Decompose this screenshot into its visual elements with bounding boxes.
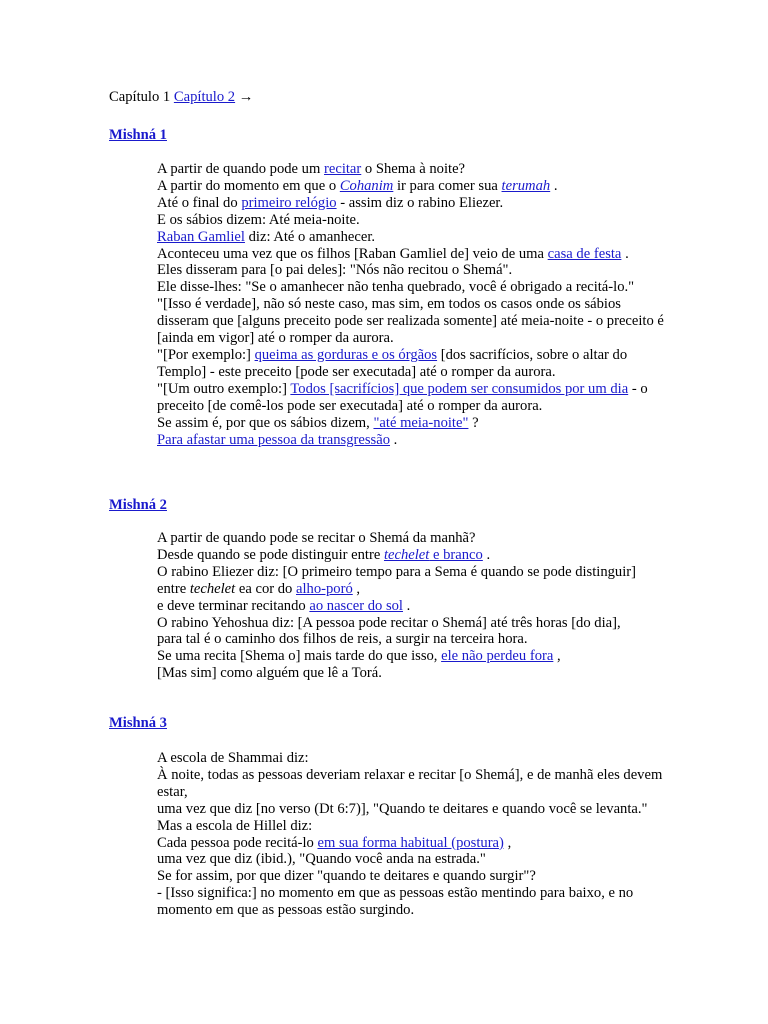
text-line [157,598,667,615]
text-segment: ir para comer sua [396,177,498,194]
current-chapter-label: Capítulo 1 [109,89,171,105]
terumah-link[interactable] [502,178,551,194]
arrow-right-icon: → [238,89,254,105]
text-segment: Aconteceu uma vez que os filhos [Raban Gamliel de] veio de uma [157,245,545,262]
text-segment: o Shema à noite? [364,161,466,177]
mishna-1-text [157,161,667,448]
raban-gamliel-link[interactable]: Raban Gamliel [157,228,245,245]
text-line: A partir de quando pode se recitar o Shemá da manhã? [157,530,476,546]
text-line: À noite, todas as pessoas deveriam relaxar e recitar [o Shemá], e de manhã eles devem estar, [157,766,663,800]
recitar-link[interactable]: recitar [324,161,362,177]
text-segment: diz: Até o amanhecer. [248,228,376,245]
ate-meia-noite-link[interactable]: "até meia-noite" [373,414,469,431]
text-line: "[Isso é verdade], não só neste caso, mas sim, em todos os casos onde os sábios disseram que [alguns preceito pode ser realizada somente] até meia-noite - o preceito é [ainda em vigor] até o romper da aurora. [157,296,664,347]
text-segment: . [486,546,491,563]
forma-habitual-link[interactable]: em sua forma habitual (postura) [317,834,504,851]
text-segment: A partir do momento em que o [157,177,337,194]
text-line: - [Isso significa:] no momento em que as pessoas estão mentindo para baixo, e no momento em que as pessoas estão surgindo. [157,885,634,919]
text-line: para tal é o caminho dos filhos de reis, a surgir na terceira hora. [157,631,528,648]
text-line [157,432,667,449]
text-segment: Cada pessoa pode recitá-lo [157,834,314,851]
ele-nao-perdeu-fora-link[interactable]: ele não perdeu fora [441,648,554,665]
text-line: uma vez que diz [no verso (Dt 6:7)], "Quando te deitares e quando você se levanta." [157,800,648,817]
text-segment: , [356,580,361,597]
text-segment: A partir de quando pode um [157,161,321,177]
text-line: Se for assim, por que dizer "quando te deitares e quando surgir"? [157,868,536,885]
text-line: Eles disseram para [o pai deles]: "Nós não recitou o Shemá". [157,262,513,279]
mishna-3-heading[interactable]: Mishná 3 [109,715,167,731]
text-segment: , [507,834,512,851]
link-text[interactable]: terumah [501,177,551,194]
cohanim-link[interactable] [340,178,394,194]
mishna-1-heading[interactable]: Mishná 1 [109,127,167,143]
text-segment: techelet [189,580,236,597]
alho-poro-link[interactable]: alho-poró [296,580,353,597]
text-segment: - o preceito [de comê-los pode ser executada] até o romper da aurora. [157,380,648,414]
text-segment: "[Um outro exemplo:] [157,380,287,397]
text-line [157,381,667,415]
text-segment: Se uma recita [Shema o] mais tarde do que isso, [157,648,438,665]
text-segment: Desde quando se pode distinguir entre [157,546,381,563]
text-line [157,229,667,246]
queima-gorduras-link[interactable]: queima as gorduras e os órgãos [254,346,438,363]
text-segment: Até o final do [157,194,238,211]
text-line: Ele disse-lhes: "Se o amanhecer não tenha quebrado, você é obrigado a recitá-lo." [157,279,635,296]
link-text[interactable]: e branco [433,546,483,563]
text-segment: . [553,177,558,194]
text-line [157,347,667,381]
text-segment: O rabino Eliezer diz: [O primeiro tempo para a Sema é quando se pode distinguir] entre [157,563,637,597]
text-segment: Se assim é, por que os sábios dizem, [157,414,370,431]
text-segment: - assim diz o rabino Eliezer. [340,194,504,211]
chapter-navigation [109,88,253,106]
text-line [157,246,667,263]
text-line [157,835,667,852]
text-line [157,415,667,432]
text-line [157,161,667,178]
afastar-transgressao-link[interactable]: Para afastar uma pessoa da transgressão [157,431,391,448]
text-line [157,564,667,598]
text-line: A escola de Shammai diz: [157,750,309,766]
next-chapter-link[interactable]: Capítulo 2 [173,89,236,105]
text-segment: , [557,648,561,665]
text-segment: ? [472,414,479,431]
todos-sacrificios-link[interactable]: Todos [sacrifícios] que podem ser consumidos por um dia [290,380,629,397]
text-line [157,547,667,564]
text-line: [Mas sim] como alguém que lê a Torá. [157,665,382,682]
mishna-2-heading[interactable]: Mishná 2 [109,497,167,513]
text-line: E os sábios dizem: Até meia-noite. [157,211,360,228]
link-text[interactable]: Cohanim [339,177,394,194]
text-line [157,648,667,665]
techelet-branco-link[interactable] [384,547,483,563]
text-line: uma vez que diz (ibid.), "Quando você anda na estrada." [157,851,486,868]
text-line: O rabino Yehoshua diz: [A pessoa pode recitar o Shemá] até três horas [do dia], [157,614,621,631]
text-segment: [dos sacrifícios, sobre o altar do Templo] - este preceito [pode ser executada] até o romper da aurora. [157,346,628,380]
link-text[interactable]: techelet [383,546,430,563]
text-segment: "[Por exemplo:] [157,346,251,363]
text-segment: . [393,431,398,448]
mishna-3-text [157,750,667,919]
text-line [157,195,667,212]
mishna-2-text [157,530,667,682]
casa-de-festa-link[interactable]: casa de festa [547,245,622,262]
text-segment: . [625,245,629,262]
text-line [157,178,667,195]
ao-nascer-do-sol-link[interactable]: ao nascer do sol [309,597,403,614]
text-line: Mas a escola de Hillel diz: [157,817,313,834]
text-segment: . [406,597,411,614]
primeiro-relogio-link[interactable]: primeiro relógio [241,194,337,211]
text-segment: e deve terminar recitando [157,597,306,614]
text-segment: ea cor do [238,580,293,597]
